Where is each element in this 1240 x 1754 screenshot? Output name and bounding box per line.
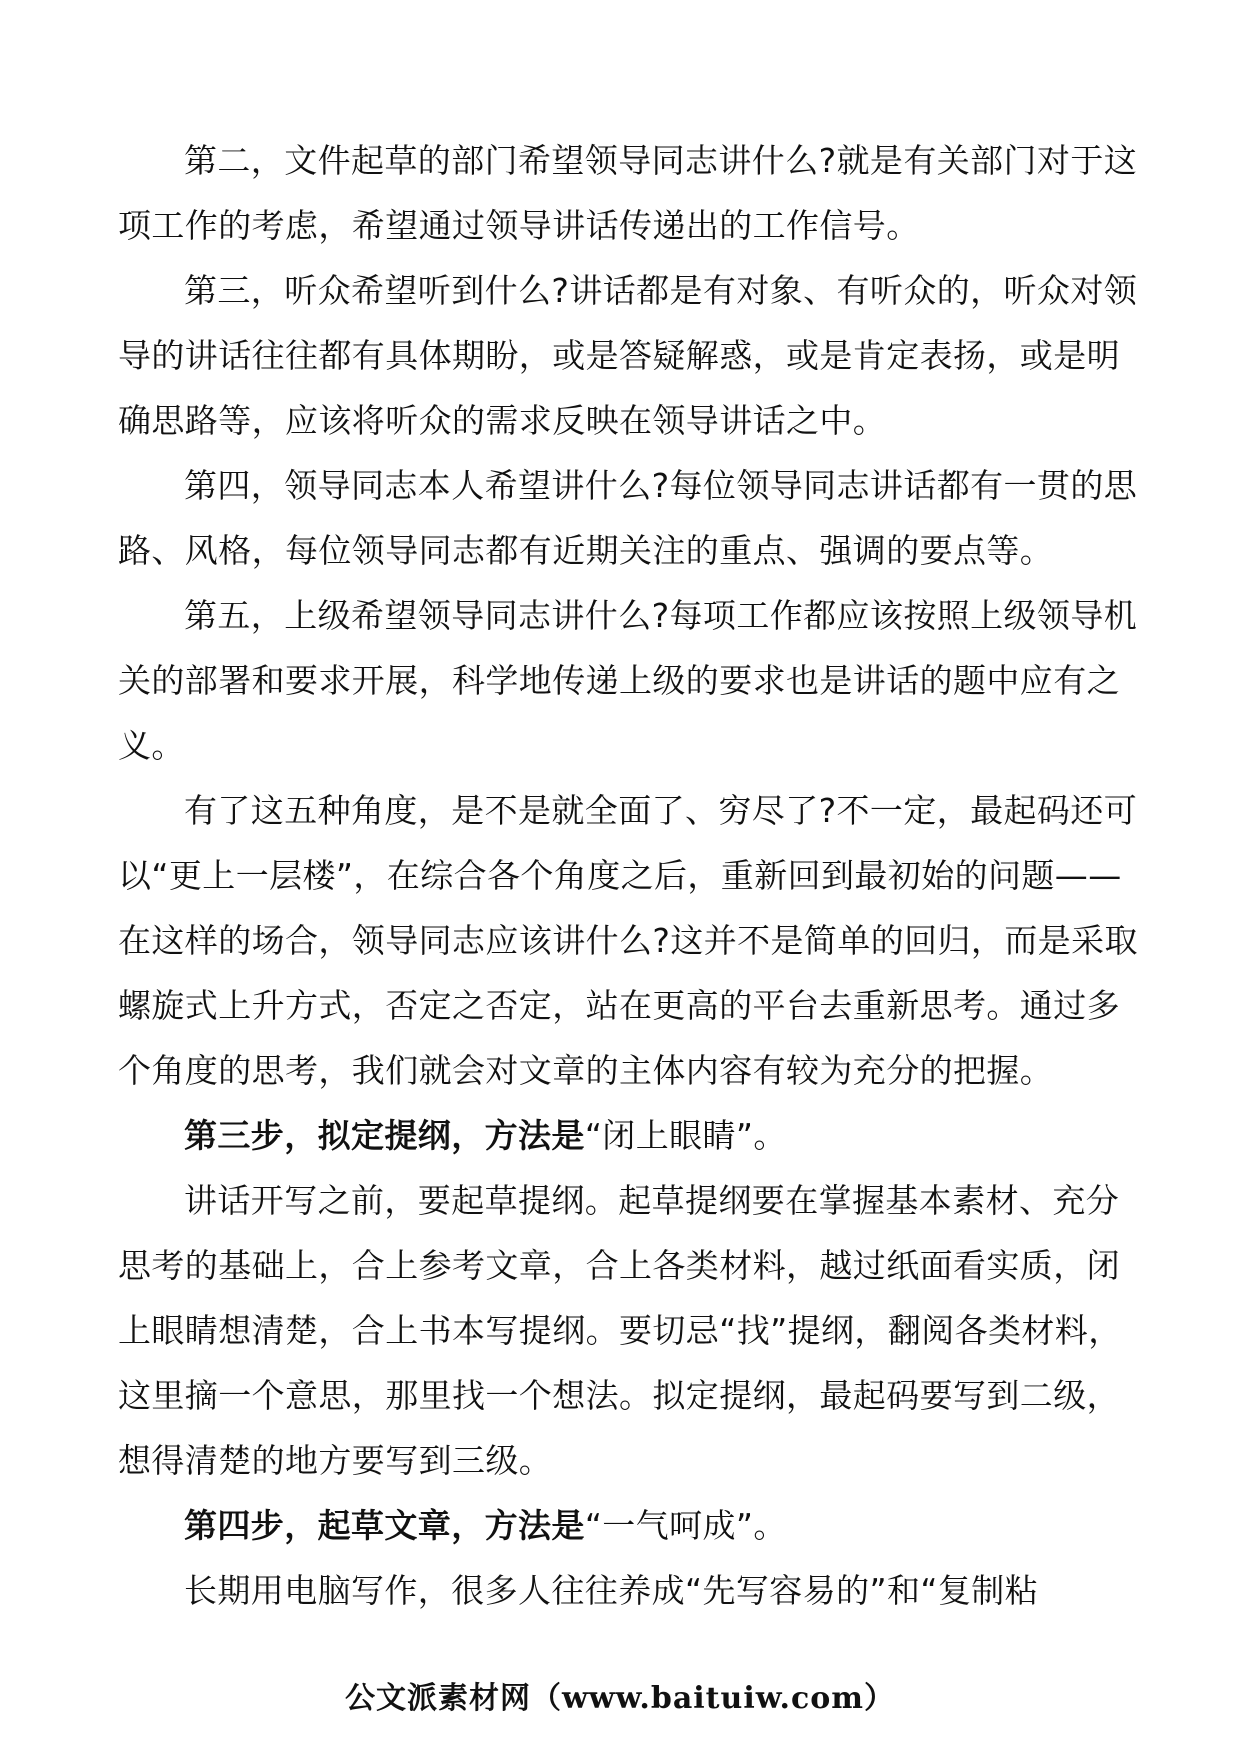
step4-heading-quote: “一气呵成”。 <box>584 1506 787 1545</box>
paragraph-fifth-angle: 第五，上级希望领导同志讲什么?每项工作都应该按照上级领导机关的部署和要求开展，科学地传递上级的要求也是讲话的题中应有之义。 <box>118 596 1138 765</box>
paragraph-step4-body: 长期用电脑写作，很多人往往养成“先写容易的”和“复制粘 <box>184 1571 1039 1610</box>
document-body <box>118 128 1138 1623</box>
page-footer-source: 公文派素材网（www.baituiw.com） <box>344 1681 896 1716</box>
paragraph-step3-body: 讲话开写之前，要起草提纲。起草提纲要在掌握基本素材、充分思考的基础上，合上参考文章，合上各类材料，越过纸面看实质，闭上眼睛想清楚，合上书本写提纲。要切忌“找”提纲，翻阅各类材料，这里摘一个意思，那里找一个想法。拟定提纲，最起码要写到二级，想得清楚的地方要写到三级。 <box>118 1181 1122 1480</box>
step3-heading-text: 第三步，拟定提纲，方法是 <box>184 1116 585 1155</box>
paragraph-fourth-angle: 第四，领导同志本人希望讲什么?每位领导同志讲话都有一贯的思路、风格，每位领导同志都有近期关注的重点、强调的要点等。 <box>118 466 1138 570</box>
step3-heading-quote: “闭上眼睛”。 <box>584 1116 787 1155</box>
step3-heading <box>118 1103 1138 1168</box>
paragraph-summary: 有了这五种角度，是不是就全面了、穷尽了?不一定，最起码还可以“更上一层楼”，在综合各个角度之后，重新回到最初始的问题——在这样的场合，领导同志应该讲什么?这并不是简单的回归，而是采取螺旋式上升方式，否定之否定，站在更高的平台去重新思考。通过多个角度的思考，我们就会对文章的主体内容有较为充分的把握。 <box>118 791 1138 1090</box>
step4-heading <box>118 1493 1138 1558</box>
paragraph-third-angle: 第三，听众希望听到什么?讲话都是有对象、有听众的，听众对领导的讲话往往都有具体期盼，或是答疑解惑，或是肯定表扬，或是明确思路等，应该将听众的需求反映在领导讲话之中。 <box>118 271 1138 440</box>
paragraph-second-angle: 第二，文件起草的部门希望领导同志讲什么?就是有关部门对于这项工作的考虑，希望通过领导讲话传递出的工作信号。 <box>118 141 1138 245</box>
step4-heading-text: 第四步，起草文章，方法是 <box>184 1506 585 1545</box>
